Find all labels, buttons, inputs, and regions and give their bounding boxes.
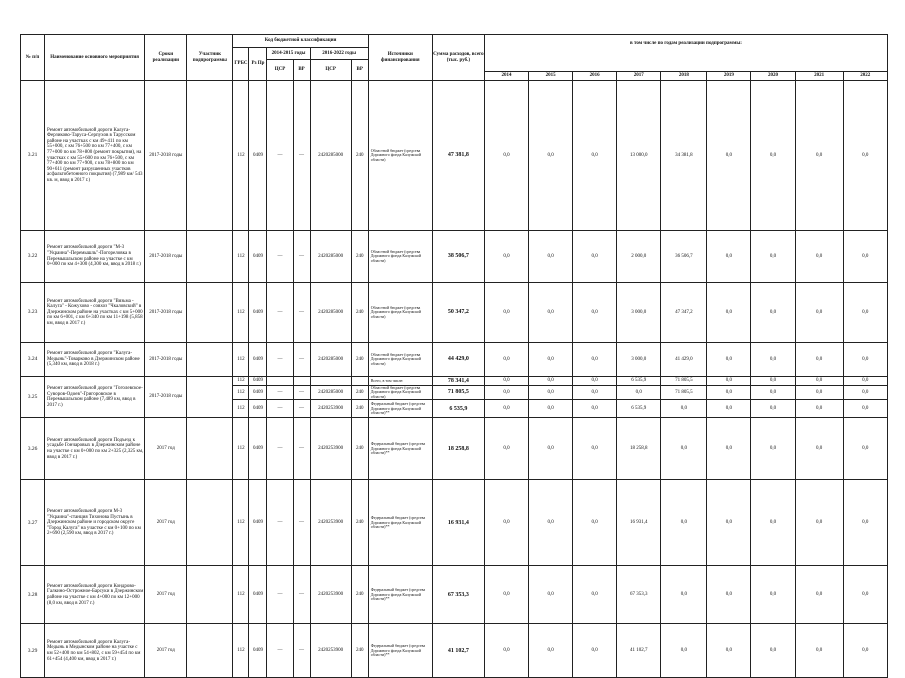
participant-cell xyxy=(187,283,233,343)
year-value-cell: 0,0 xyxy=(843,480,887,566)
csr2-cell: 2420285000 xyxy=(310,386,351,400)
year-value-cell: 2 000,0 xyxy=(617,231,661,283)
vr1-cell: — xyxy=(293,480,310,566)
year-value-cell: 0,0 xyxy=(573,283,617,343)
col-year: 2014 xyxy=(484,72,528,81)
table-body xyxy=(21,81,888,678)
rzpr-cell: 0409 xyxy=(249,400,267,418)
rzpr-cell: 0409 xyxy=(249,81,267,231)
year-value-cell: 0,0 xyxy=(707,81,751,231)
year-value-cell: 0,0 xyxy=(843,566,887,624)
col-grbs: ГРБС xyxy=(233,48,249,81)
year-value-cell: 67 353,3 xyxy=(617,566,661,624)
csr1-cell xyxy=(267,377,293,386)
csr1-cell: — xyxy=(267,231,293,283)
col-budget-code: Код бюджетной классификации xyxy=(233,35,368,48)
year-value-cell: 0,0 xyxy=(843,400,887,418)
vr2-cell: 240 xyxy=(351,343,368,377)
year-value-cell: 0,0 xyxy=(707,343,751,377)
csr1-cell: — xyxy=(267,418,293,480)
year-value-cell: 0,0 xyxy=(795,480,843,566)
year-value-cell: 0,0 xyxy=(484,418,528,480)
year-value-cell: 0,0 xyxy=(795,386,843,400)
table-row xyxy=(21,231,888,283)
year-value-cell: 0,0 xyxy=(529,480,573,566)
year-value-cell: 34 381,8 xyxy=(661,81,707,231)
table-row xyxy=(21,81,888,231)
participant-cell xyxy=(187,480,233,566)
row-number: 3.22 xyxy=(21,231,45,283)
col-year: 2016 xyxy=(573,72,617,81)
year-value-cell: 0,0 xyxy=(529,377,573,386)
row-number: 3.28 xyxy=(21,566,45,624)
total-cell: 16 931,4 xyxy=(432,480,484,566)
row-number: 3.26 xyxy=(21,418,45,480)
measure-name: Ремонт автомобильной дороги Калуга-Ферзиково-Таруса-Серпухов в Тарусском районе на участках с км 49+411 по км 55+000, с км 76+500 по км 77+400, с км 77+000 по км 78+800 (ремонт покрытия), на участках с км 55+600 по км 76+500, с км 77+400 по км 77+900, с км 78+800 по км 90+611 (ремонт разрушенных участков асфальтобетонного покрытия) (7,989 км/ 543 кв. м, ввод в 2017 г.) xyxy=(45,81,145,231)
term-cell: 2017-2018 годы xyxy=(145,283,187,343)
csr1-cell: — xyxy=(267,386,293,400)
csr1-cell: — xyxy=(267,566,293,624)
year-value-cell: 6 535,9 xyxy=(617,377,661,386)
vr2-cell xyxy=(351,377,368,386)
year-value-cell: 0,0 xyxy=(707,480,751,566)
term-cell: 2017 год xyxy=(145,566,187,624)
rzpr-cell: 0409 xyxy=(249,283,267,343)
year-value-cell: 41 429,0 xyxy=(661,343,707,377)
vr2-cell: 240 xyxy=(351,231,368,283)
csr2-cell: 2420285000 xyxy=(310,343,351,377)
year-value-cell: 0,0 xyxy=(573,231,617,283)
year-value-cell: 0,0 xyxy=(707,231,751,283)
csr2-cell xyxy=(310,377,351,386)
source-cell: Областной бюджет (средства Дорожного фонда Калужской области) xyxy=(368,81,432,231)
year-value-cell: 0,0 xyxy=(795,283,843,343)
col-year: 2022 xyxy=(843,72,887,81)
term-cell: 2017-2018 годы xyxy=(145,343,187,377)
year-value-cell: 0,0 xyxy=(529,81,573,231)
csr1-cell: — xyxy=(267,283,293,343)
total-cell: 47 381,8 xyxy=(432,81,484,231)
col-year: 2020 xyxy=(751,72,795,81)
participant-cell xyxy=(187,624,233,678)
year-value-cell: 0,0 xyxy=(529,400,573,418)
year-value-cell: 0,0 xyxy=(795,418,843,480)
term-cell: 2017-2018 годы xyxy=(145,377,187,418)
grbs-cell: 112 xyxy=(233,566,249,624)
measure-name: Ремонт автомобильной дороги "Гоголевское-Суворов-Одоев"-Григоровское в Перемышльском районе (7,489 км, ввод в 2017 г.) xyxy=(45,377,145,418)
year-value-cell: 0,0 xyxy=(661,400,707,418)
year-value-cell: 0,0 xyxy=(751,566,795,624)
year-value-cell: 0,0 xyxy=(529,624,573,678)
rzpr-cell: 0409 xyxy=(249,566,267,624)
csr1-cell: — xyxy=(267,624,293,678)
year-value-cell: 71 805,5 xyxy=(661,386,707,400)
vr2-cell: 240 xyxy=(351,566,368,624)
vr1-cell: — xyxy=(293,231,310,283)
year-value-cell: 47 347,2 xyxy=(661,283,707,343)
vr2-cell: 240 xyxy=(351,480,368,566)
participant-cell xyxy=(187,81,233,231)
year-value-cell: 0,0 xyxy=(751,418,795,480)
year-value-cell: 0,0 xyxy=(751,231,795,283)
rzpr-cell: 0409 xyxy=(249,418,267,480)
year-value-cell: 0,0 xyxy=(751,400,795,418)
term-cell: 2017 год xyxy=(145,418,187,480)
total-cell: 44 429,0 xyxy=(432,343,484,377)
year-value-cell: 0,0 xyxy=(484,231,528,283)
source-cell: Областной бюджет (средства Дорожного фонда Калужской области) xyxy=(368,343,432,377)
col-year: 2019 xyxy=(707,72,751,81)
year-value-cell: 0,0 xyxy=(661,418,707,480)
vr1-cell: — xyxy=(293,283,310,343)
rzpr-cell: 0409 xyxy=(249,343,267,377)
vr2-cell: 240 xyxy=(351,386,368,400)
year-value-cell: 0,0 xyxy=(707,624,751,678)
source-cell: Федеральный бюджет (средства Дорожного фонда Калужской области)** xyxy=(368,418,432,480)
vr2-cell: 240 xyxy=(351,81,368,231)
col-term: Сроки реализации xyxy=(145,35,187,81)
year-value-cell: 0,0 xyxy=(573,377,617,386)
csr2-cell: 2420253900 xyxy=(310,566,351,624)
year-value-cell: 0,0 xyxy=(573,566,617,624)
year-value-cell: 71 805,5 xyxy=(661,377,707,386)
year-value-cell: 0,0 xyxy=(529,418,573,480)
table-row xyxy=(21,377,888,386)
csr1-cell: — xyxy=(267,400,293,418)
col-total: Сумма расходов, всего (тыс. руб.) xyxy=(432,35,484,81)
table-row xyxy=(21,480,888,566)
year-value-cell: 0,0 xyxy=(751,386,795,400)
grbs-cell: 112 xyxy=(233,231,249,283)
total-cell: 41 102,7 xyxy=(432,624,484,678)
row-number: 3.21 xyxy=(21,81,45,231)
table-row xyxy=(21,343,888,377)
participant-cell xyxy=(187,231,233,283)
vr2-cell: 240 xyxy=(351,400,368,418)
col-year: 2021 xyxy=(795,72,843,81)
year-value-cell: 13 000,0 xyxy=(617,81,661,231)
col-vr2: ВР xyxy=(351,60,368,81)
csr2-cell: 2420285000 xyxy=(310,231,351,283)
csr2-cell: 2420285000 xyxy=(310,283,351,343)
year-value-cell: 0,0 xyxy=(529,566,573,624)
year-value-cell: 0,0 xyxy=(484,81,528,231)
table-row xyxy=(21,566,888,624)
grbs-cell: 112 xyxy=(233,377,249,386)
year-value-cell: 0,0 xyxy=(573,343,617,377)
year-value-cell: 0,0 xyxy=(751,377,795,386)
csr1-cell: — xyxy=(267,81,293,231)
source-cell: Федеральный бюджет (средства Дорожного фонда Калужской области)** xyxy=(368,624,432,678)
term-cell: 2017-2018 годы xyxy=(145,81,187,231)
year-value-cell: 0,0 xyxy=(573,400,617,418)
measure-name: Ремонт автомобильной дороги "Калуга-Медынь"-Товарково в Дзержинском районе (5,340 км, ввод в 2018 г.) xyxy=(45,343,145,377)
col-sources: Источники финансирования xyxy=(368,35,432,81)
source-cell: Федеральный бюджет (средства Дорожного фонда Калужской области)** xyxy=(368,566,432,624)
vr1-cell: — xyxy=(293,418,310,480)
grbs-cell: 112 xyxy=(233,283,249,343)
year-value-cell: 0,0 xyxy=(795,566,843,624)
year-value-cell: 0,0 xyxy=(707,377,751,386)
measure-name: Ремонт автомобильной дороги Кондрово-Галкино-Острожное-Барсуки в Дзержинском районе на участке с км 4+000 по км 12+000 (8,0 км, ввод в 2017 г.) xyxy=(45,566,145,624)
row-number: 3.25 xyxy=(21,377,45,418)
source-cell: Федеральный бюджет (средства Дорожного фонда Калужской области)** xyxy=(368,480,432,566)
measure-name: Ремонт автомобильной дороги "Вязьма - Калуга" - Кожухово - совхоз "Чкаловский" в Дзержинском районе на участках с км 5+000 по км 6+001, с км 6+340 по км 11+198 (5,858 км, ввод в 2017 г.) xyxy=(45,283,145,343)
csr2-cell: 2420285000 xyxy=(310,81,351,231)
budget-table-sheet xyxy=(20,34,888,678)
col-by-years: в том числе по годам реализации подпрограммы: xyxy=(484,35,887,72)
table-row xyxy=(21,624,888,678)
col-csr2: ЦСР xyxy=(310,60,351,81)
year-value-cell: 0,0 xyxy=(573,624,617,678)
year-value-cell: 0,0 xyxy=(843,377,887,386)
vr2-cell: 240 xyxy=(351,624,368,678)
participant-cell xyxy=(187,343,233,377)
csr2-cell: 2420253900 xyxy=(310,400,351,418)
participant-cell xyxy=(187,418,233,480)
col-participants: Участник подпрограммы xyxy=(187,35,233,81)
budget-table xyxy=(20,34,888,678)
measure-name: Ремонт автомобильной дороги "М-3 "Украина"-Перемышль"-Погореловка в Перемышльском районе на участке с км 0+000 по км 4+300 (4,300 км, ввод в 2018 г.) xyxy=(45,231,145,283)
year-value-cell: 3 000,0 xyxy=(617,343,661,377)
year-value-cell: 0,0 xyxy=(484,400,528,418)
year-value-cell: 6 535,9 xyxy=(617,400,661,418)
col-rzpr: Рз Пр xyxy=(249,48,267,81)
measure-name: Ремонт автомобильной дороги М-3 "Украина"-станция Тихонова Пустынь в Дзержинском районе и городском округе "Город Калуга" на участке с км 0+100 по км 2+690 (2,590 км, ввод в 2017 г.) xyxy=(45,480,145,566)
year-value-cell: 0,0 xyxy=(707,283,751,343)
csr2-cell: 2420253900 xyxy=(310,480,351,566)
row-number: 3.29 xyxy=(21,624,45,678)
vr2-cell: 240 xyxy=(351,283,368,343)
source-cell: Областной бюджет (средства Дорожного фонда Калужской области) xyxy=(368,283,432,343)
year-value-cell: 0,0 xyxy=(661,566,707,624)
year-value-cell: 3 000,0 xyxy=(617,283,661,343)
csr2-cell: 2420253900 xyxy=(310,418,351,480)
year-value-cell: 0,0 xyxy=(843,283,887,343)
year-value-cell: 0,0 xyxy=(484,566,528,624)
total-cell: 18 258,8 xyxy=(432,418,484,480)
year-value-cell: 0,0 xyxy=(617,386,661,400)
year-value-cell: 0,0 xyxy=(529,343,573,377)
year-value-cell: 0,0 xyxy=(751,81,795,231)
rzpr-cell: 0409 xyxy=(249,386,267,400)
grbs-cell: 112 xyxy=(233,480,249,566)
year-value-cell: 0,0 xyxy=(573,386,617,400)
year-value-cell: 0,0 xyxy=(751,624,795,678)
year-value-cell: 0,0 xyxy=(707,418,751,480)
col-name: Наименование основного мероприятия xyxy=(45,35,145,81)
vr1-cell: — xyxy=(293,624,310,678)
term-cell: 2017 год xyxy=(145,624,187,678)
rzpr-cell: 0409 xyxy=(249,480,267,566)
vr1-cell: — xyxy=(293,81,310,231)
year-value-cell: 0,0 xyxy=(843,624,887,678)
table-row xyxy=(21,283,888,343)
row-number: 3.27 xyxy=(21,480,45,566)
year-value-cell: 0,0 xyxy=(843,418,887,480)
row-number: 3.24 xyxy=(21,343,45,377)
year-value-cell: 0,0 xyxy=(751,480,795,566)
grbs-cell: 112 xyxy=(233,343,249,377)
col-period2: 2016-2022 годы xyxy=(310,48,368,60)
participant-cell xyxy=(187,377,233,418)
year-value-cell: 0,0 xyxy=(843,81,887,231)
year-value-cell: 0,0 xyxy=(661,624,707,678)
col-no: № п/п xyxy=(21,35,45,81)
year-value-cell: 18 258,8 xyxy=(617,418,661,480)
source-cell: Федеральный бюджет (средства Дорожного фонда Калужской области)** xyxy=(368,400,432,418)
rzpr-cell: 0409 xyxy=(249,231,267,283)
year-value-cell: 0,0 xyxy=(484,480,528,566)
vr1-cell xyxy=(293,377,310,386)
col-vr1: ВР xyxy=(293,60,310,81)
grbs-cell: 112 xyxy=(233,418,249,480)
col-period1: 2014-2015 годы xyxy=(267,48,310,60)
year-value-cell: 0,0 xyxy=(661,480,707,566)
year-value-cell: 0,0 xyxy=(843,386,887,400)
year-value-cell: 0,0 xyxy=(573,81,617,231)
measure-name: Ремонт автомобильной дороги Подъезд к усадьбе Гончаровых в Дзержинском районе на участке с км 0+000 по км 2+325 (2,325 км, ввод в 2017 г.) xyxy=(45,418,145,480)
table-row xyxy=(21,418,888,480)
year-value-cell: 0,0 xyxy=(707,400,751,418)
col-year: 2018 xyxy=(661,72,707,81)
total-cell: 71 805,5 xyxy=(432,386,484,400)
year-value-cell: 16 931,4 xyxy=(617,480,661,566)
year-value-cell: 0,0 xyxy=(707,566,751,624)
year-value-cell: 0,0 xyxy=(795,377,843,386)
source-cell: Областной бюджет (средства Дорожного фонда Калужской области) xyxy=(368,231,432,283)
participant-cell xyxy=(187,566,233,624)
grbs-cell: 112 xyxy=(233,400,249,418)
year-value-cell: 0,0 xyxy=(529,386,573,400)
year-value-cell: 0,0 xyxy=(843,343,887,377)
vr1-cell: — xyxy=(293,566,310,624)
total-cell: 50 347,2 xyxy=(432,283,484,343)
year-value-cell: 0,0 xyxy=(484,343,528,377)
vr1-cell: — xyxy=(293,343,310,377)
rzpr-cell: 0409 xyxy=(249,624,267,678)
vr2-cell: 240 xyxy=(351,418,368,480)
year-value-cell: 0,0 xyxy=(484,386,528,400)
total-cell: 38 506,7 xyxy=(432,231,484,283)
year-value-cell: 0,0 xyxy=(484,283,528,343)
vr1-cell: — xyxy=(293,400,310,418)
year-value-cell: 0,0 xyxy=(795,343,843,377)
grbs-cell: 112 xyxy=(233,81,249,231)
year-value-cell: 0,0 xyxy=(573,418,617,480)
year-value-cell: 0,0 xyxy=(795,624,843,678)
total-cell: 67 353,3 xyxy=(432,566,484,624)
year-value-cell: 0,0 xyxy=(573,480,617,566)
year-value-cell: 0,0 xyxy=(795,400,843,418)
year-value-cell: 0,0 xyxy=(843,231,887,283)
csr1-cell: — xyxy=(267,343,293,377)
grbs-cell: 112 xyxy=(233,624,249,678)
source-cell: Всего, в том числе: xyxy=(368,377,432,386)
year-value-cell: 41 102,7 xyxy=(617,624,661,678)
col-year: 2015 xyxy=(529,72,573,81)
grbs-cell: 112 xyxy=(233,386,249,400)
term-cell: 2017-2018 годы xyxy=(145,231,187,283)
year-value-cell: 0,0 xyxy=(707,386,751,400)
rzpr-cell: 0409 xyxy=(249,377,267,386)
col-csr1: ЦСР xyxy=(267,60,293,81)
year-value-cell: 0,0 xyxy=(795,231,843,283)
year-value-cell: 0,0 xyxy=(751,343,795,377)
year-value-cell: 0,0 xyxy=(484,624,528,678)
total-cell: 6 535,9 xyxy=(432,400,484,418)
year-value-cell: 0,0 xyxy=(529,283,573,343)
year-value-cell: 0,0 xyxy=(484,377,528,386)
col-year: 2017 xyxy=(617,72,661,81)
term-cell: 2017 год xyxy=(145,480,187,566)
year-value-cell: 0,0 xyxy=(795,81,843,231)
csr1-cell: — xyxy=(267,480,293,566)
year-value-cell: 0,0 xyxy=(529,231,573,283)
vr1-cell: — xyxy=(293,386,310,400)
row-number: 3.23 xyxy=(21,283,45,343)
total-cell: 78 341,4 xyxy=(432,377,484,386)
year-value-cell: 0,0 xyxy=(751,283,795,343)
source-cell: Областной бюджет (средства Дорожного фонда Калужской области) xyxy=(368,386,432,400)
csr2-cell: 2420253900 xyxy=(310,624,351,678)
year-value-cell: 36 506,7 xyxy=(661,231,707,283)
measure-name: Ремонт автомобильной дороги Калуга-Медынь в Медынском районе на участке с км 52+400 по км 54+802, с км 59+454 по км 61+454 (4,400 км, ввод в 2017 г.) xyxy=(45,624,145,678)
